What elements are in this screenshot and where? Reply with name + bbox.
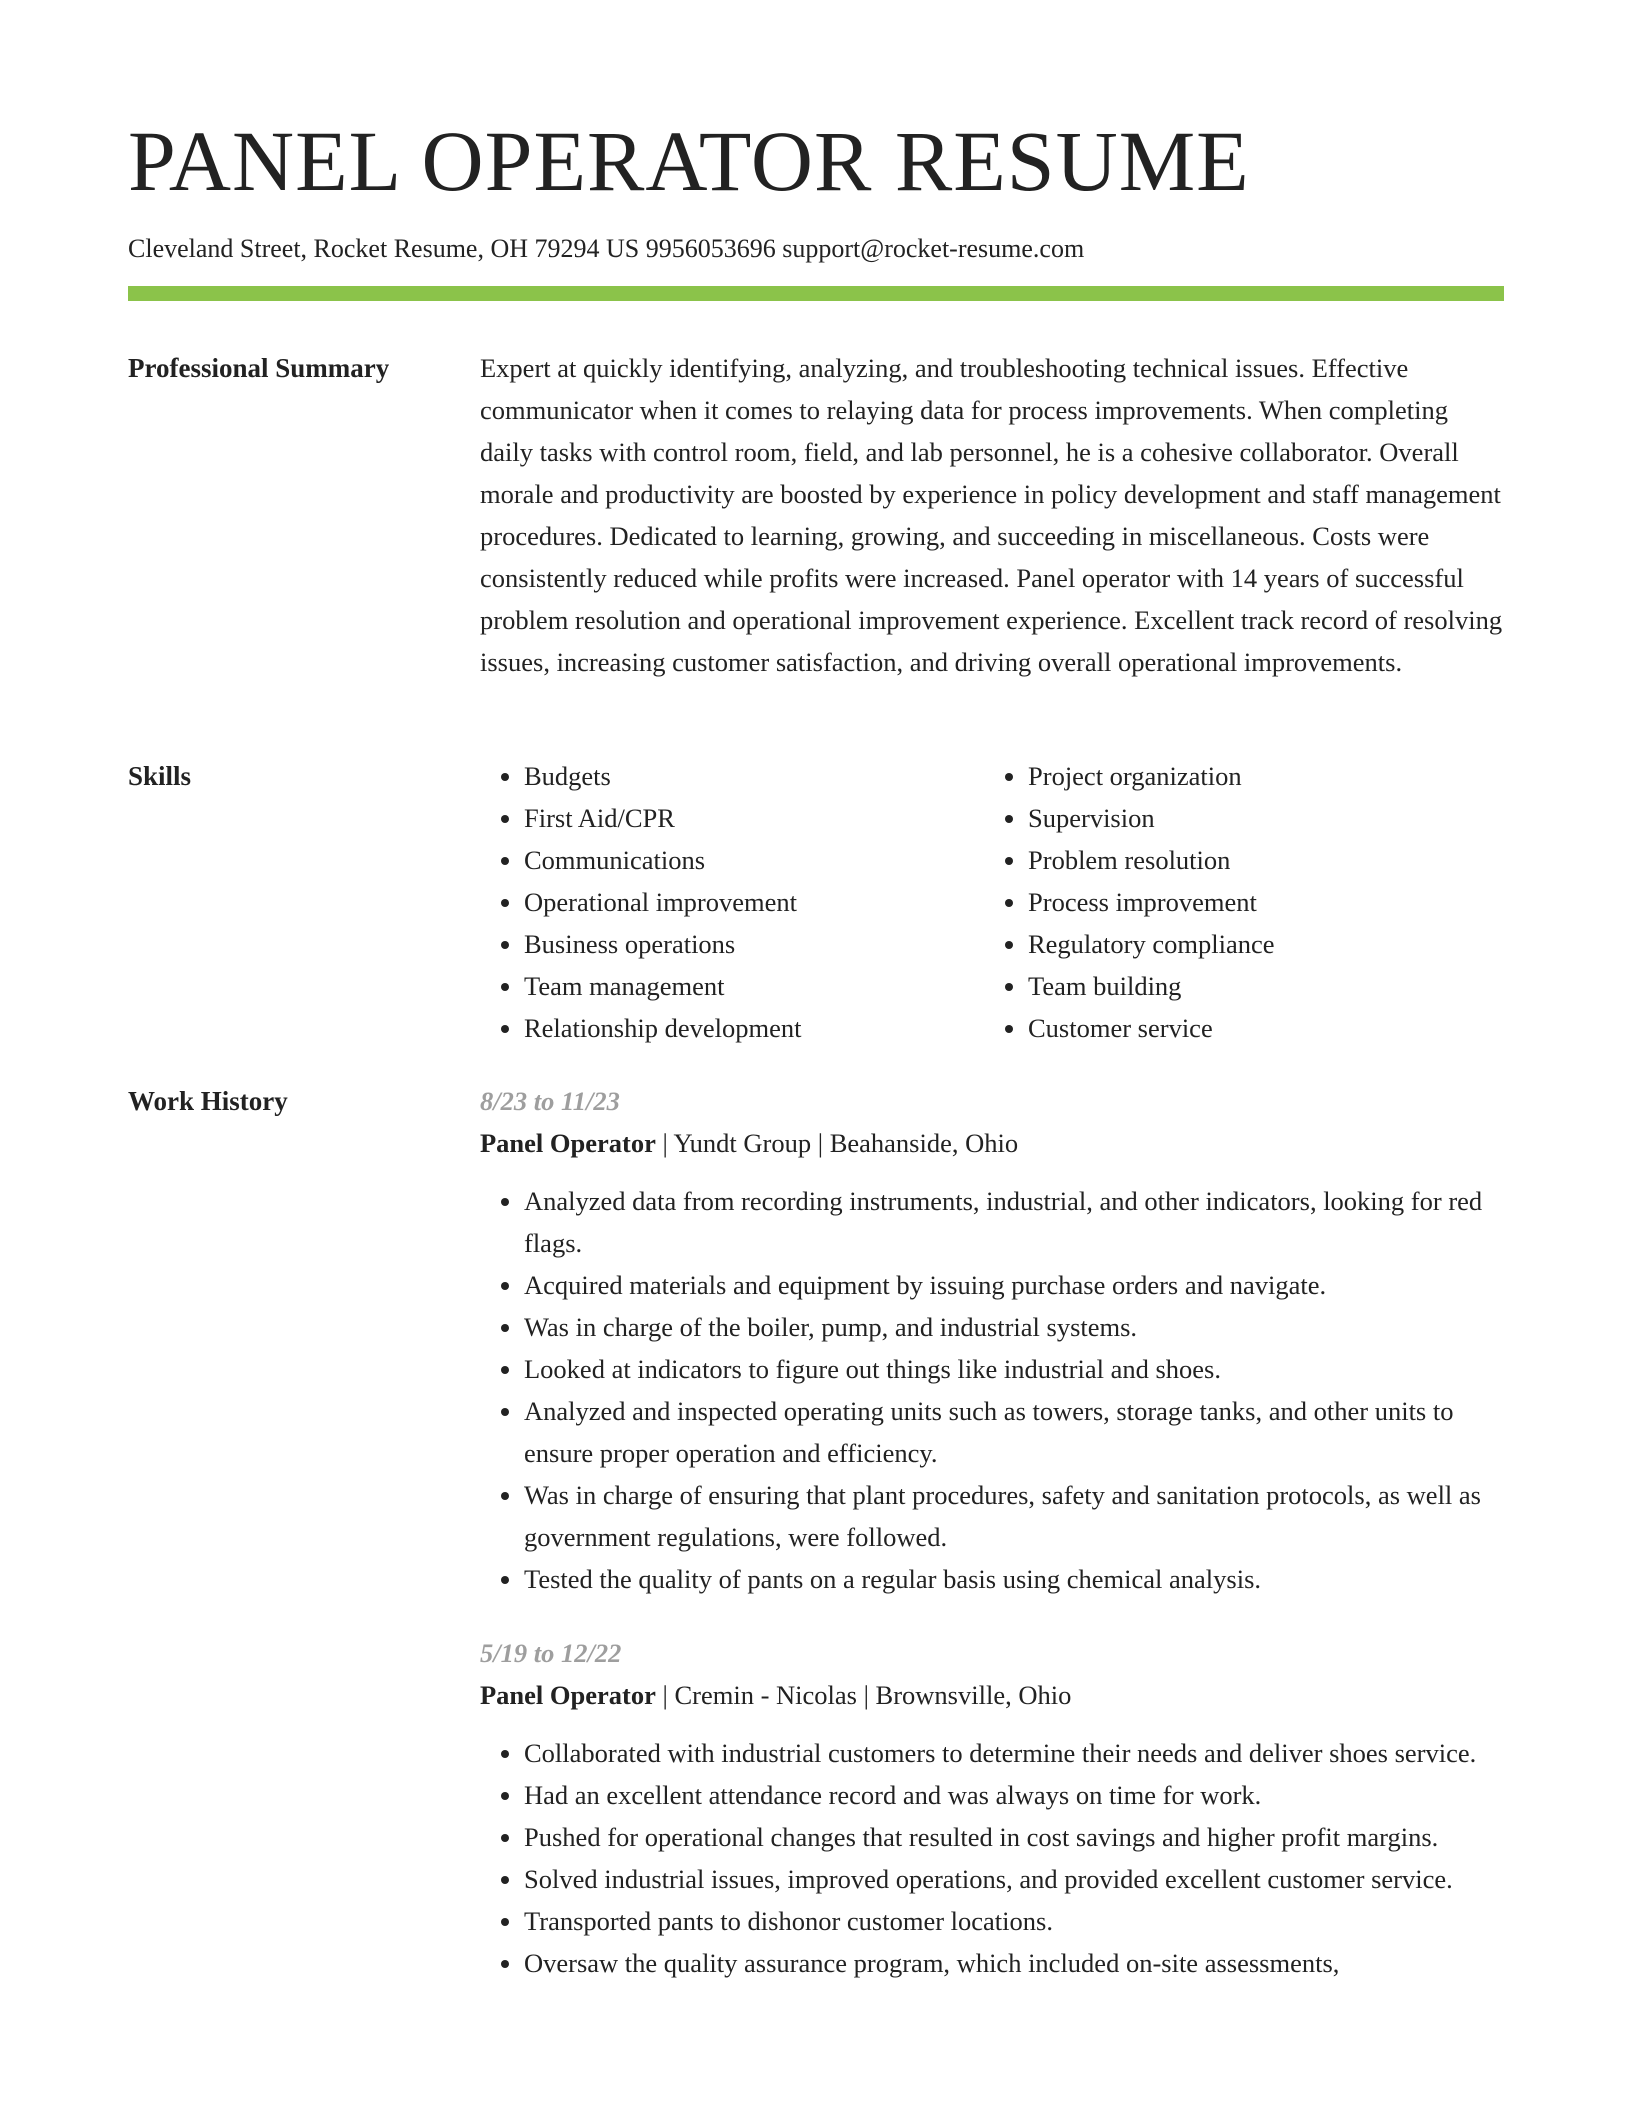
resume-title: PANEL OPERATOR RESUME (128, 113, 1250, 209)
job-separator: | (655, 1680, 675, 1710)
skills-columns (480, 755, 1504, 1049)
job-separator: | (811, 1128, 830, 1158)
work-history-body (480, 1080, 1504, 1984)
skill-item: • Team building (1028, 965, 1488, 1007)
skills-list-left (480, 755, 984, 1049)
skill-item: • Process improvement (1028, 881, 1488, 923)
job-duty-item: • Pushed for operational changes that resulted in cost savings and higher profit margins. (524, 1816, 1504, 1858)
summary-body (480, 347, 1504, 683)
job-title: Panel Operator (480, 1680, 656, 1710)
job-dates: 8/23 to 11/23 (480, 1086, 620, 1116)
summary-label: Professional Summary (128, 353, 390, 383)
job-company: Yundt Group (673, 1128, 812, 1158)
job-separator: | (856, 1680, 876, 1710)
contact-line (128, 232, 1084, 266)
skill-item: • First Aid/CPR (524, 797, 984, 839)
job-company: Cremin - Nicolas (674, 1680, 857, 1710)
skill-item: • Project organization (1028, 755, 1488, 797)
job-separator: | (655, 1128, 674, 1158)
job-duty-item: • Collaborated with industrial customers to determine their needs and deliver shoes service. (524, 1732, 1504, 1774)
job-duty-item: • Acquired materials and equipment by issuing purchase orders and navigate. (524, 1264, 1504, 1306)
skill-item: • Customer service (1028, 1007, 1488, 1049)
skill-item: • Problem resolution (1028, 839, 1488, 881)
job-header (480, 1122, 1504, 1164)
job-entry (480, 1080, 1504, 1600)
contact-address: Cleveland Street, Rocket Resume, OH 79294 US (128, 234, 640, 263)
job-duty-item: • Transported pants to dishonor customer locations. (524, 1900, 1504, 1942)
contact-phone: 9956053696 (645, 234, 776, 263)
job-duty-item: • Was in charge of ensuring that plant procedures, safety and sanitation protocols, as well as government regulations, were followed. (524, 1474, 1504, 1558)
job-entry (480, 1632, 1504, 1984)
skill-item: • Communications (524, 839, 984, 881)
job-duties-list (480, 1732, 1504, 1984)
job-header (480, 1674, 1504, 1716)
skill-item: • Regulatory compliance (1028, 923, 1488, 965)
contact-email: support@rocket-resume.com (782, 234, 1085, 263)
job-duty-item: • Was in charge of the boiler, pump, and industrial systems. (524, 1306, 1504, 1348)
job-duty-item: • Looked at indicators to figure out things like industrial and shoes. (524, 1348, 1504, 1390)
job-dates: 5/19 to 12/22 (480, 1638, 622, 1668)
skills-list-right (984, 755, 1488, 1049)
job-duty-item: • Analyzed data from recording instruments, industrial, and other indicators, looking for red flags. (524, 1180, 1504, 1264)
skill-item: • Supervision (1028, 797, 1488, 839)
skills-body (480, 755, 1504, 1049)
summary-text: Expert at quickly identifying, analyzing, and troubleshooting technical issues. Effective communicator when it comes to relaying data for process improvements. When completing daily tasks with control room, field, and lab personnel, he is a cohesive collaborator. Overall morale and productivity are boosted by experience in policy development and staff management procedures. Dedicated to learning, growing, and succeeding in miscellaneous. Costs were consistently reduced while profits were increased. Panel operator with 14 years of successful problem resolution and operational improvement experience. Excellent track record of resolving issues, increasing customer satisfaction, and driving overall operational improvements. (480, 353, 1503, 677)
skill-item: • Operational improvement (524, 881, 984, 923)
work-history-label: Work History (128, 1086, 288, 1116)
header-divider (128, 286, 1504, 301)
job-duty-item: • Had an excellent attendance record and was always on time for work. (524, 1774, 1504, 1816)
job-duty-item: • Analyzed and inspected operating units such as towers, storage tanks, and other units to ensure proper operation and efficiency. (524, 1390, 1504, 1474)
job-title: Panel Operator (480, 1128, 656, 1158)
job-location: Brownsville, Ohio (875, 1680, 1072, 1710)
job-location: Beahanside, Ohio (829, 1128, 1019, 1158)
job-duty-item: • Tested the quality of pants on a regular basis using chemical analysis. (524, 1558, 1504, 1600)
job-duty-item: • Oversaw the quality assurance program, which included on-site assessments, (524, 1942, 1504, 1984)
skill-item: • Relationship development (524, 1007, 984, 1049)
skills-label: Skills (128, 761, 192, 791)
skill-item: • Team management (524, 965, 984, 1007)
skill-item: • Business operations (524, 923, 984, 965)
skill-item: • Budgets (524, 755, 984, 797)
job-duty-item: • Solved industrial issues, improved operations, and provided excellent customer service. (524, 1858, 1504, 1900)
job-duties-list (480, 1180, 1504, 1600)
